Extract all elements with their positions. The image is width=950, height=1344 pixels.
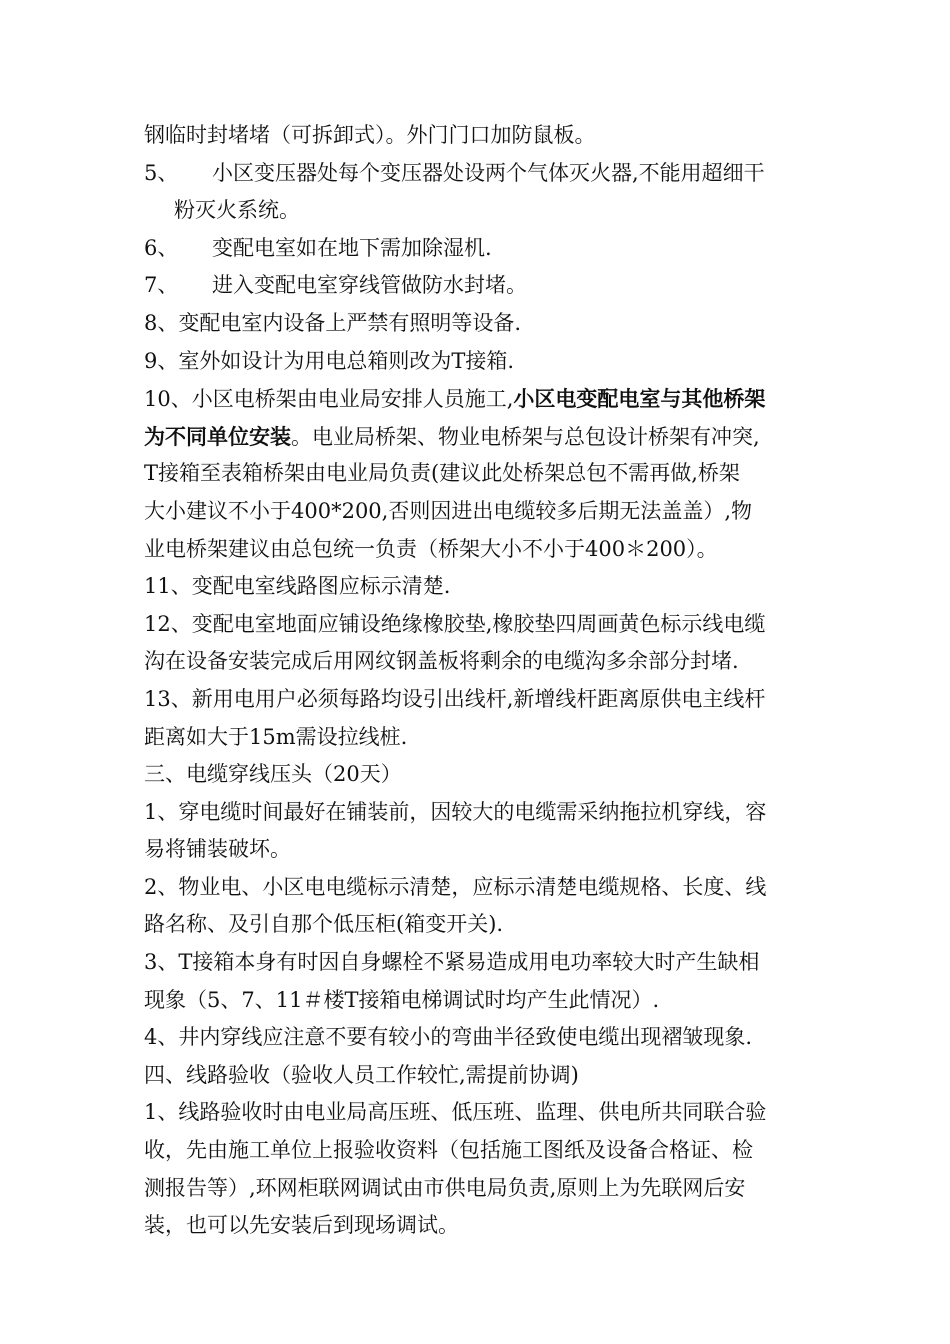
bold-text: 为不同单位安装 [144, 423, 291, 449]
list-item-10-line-3: T接箱至表箱桥架由电业局负责(建议此处桥架总包不需再做,桥架 [144, 461, 740, 486]
list-item-8: 8、变配电室内设备上严禁有照明等设备. [144, 310, 522, 335]
list-item-10 [144, 380, 824, 418]
list-item-10-line-2 [144, 418, 824, 456]
section-3-item-3-line-2: 现象（5、7、11＃楼T接箱电梯调试时均产生此情况）. [144, 987, 660, 1012]
section-3-item-1-line-2: 易将铺装破坏。 [144, 837, 291, 862]
section-4-item-1-line-3: 测报告等）,环网柜联网调试由市供电局负责,原则上为先联网后安 [144, 1175, 746, 1200]
item-number: 7、 [144, 273, 179, 298]
list-item-6 [144, 230, 824, 268]
list-item-7 [144, 267, 824, 305]
paragraph-line: 钢临时封堵堵（可拆卸式）。外门门口加防鼠板。 [144, 123, 596, 147]
item-text: 变配电室如在地下需加除湿机. [212, 235, 492, 260]
section-4-item-1-line-4: 装，也可以先安装后到现场调试。 [144, 1213, 459, 1238]
list-item-5 [144, 155, 824, 193]
list-item-12-line-2: 沟在设备安装完成后用网纹钢盖板将剩余的电缆沟多余部分封堵. [144, 649, 739, 674]
item-number: 5、 [144, 160, 179, 185]
section-4-item-1-line-2: 收，先由施工单位上报验收资料（包括施工图纸及设备合格证、检 [144, 1138, 753, 1163]
section-4-item-1: 1、线路验收时由电业局高压班、低压班、监理、供电所共同联合验 [144, 1100, 767, 1125]
item-number: 6、 [144, 235, 179, 260]
section-3-item-1: 1、穿电缆时间最好在铺装前，因较大的电缆需采纳拖拉机穿线，容 [144, 799, 767, 824]
item-text: 。电业局桥架、物业电桥架与总包设计桥架有冲突, [291, 424, 760, 449]
item-text: 进入变配电室穿线管做防水封堵。 [212, 273, 527, 298]
section-3-item-3: 3、T接箱本身有时因自身螺栓不紧易造成用电功率较大时产生缺相 [144, 950, 760, 975]
list-item-10-line-5: 业电桥架建议由总包统一负责（桥架大小不小于400＊200）。 [144, 536, 718, 561]
document-body [144, 117, 824, 1245]
list-item-13: 13、新用电用户必须每路均设引出线杆,新增线杆距离原供电主线杆 [144, 686, 766, 711]
bold-text: 小区电变配电室与其他桥架 [513, 386, 766, 412]
section-3-item-4: 4、井内穿线应注意不要有较小的弯曲半径致使电缆出现褶皱现象. [144, 1025, 753, 1050]
section-heading-4: 四、线路验收（验收人员工作较忙,需提前协调) [144, 1062, 579, 1087]
item-text: 小区变压器处每个变压器处设两个气体灭火器,不能用超细干 [212, 160, 765, 185]
list-item-12: 12、变配电室地面应铺设绝缘橡胶垫,橡胶垫四周画黄色标示线电缆 [144, 611, 766, 636]
list-item-13-line-2: 距离如大于15m需设拉线桩. [144, 724, 408, 749]
list-item-11: 11、变配电室线路图应标示清楚. [144, 574, 451, 599]
list-item-9: 9、室外如设计为用电总箱则改为T接箱. [144, 348, 515, 373]
item-text: 10、小区电桥架由电业局安排人员施工, [144, 387, 514, 412]
section-3-item-2-line-2: 路名称、及引自那个低压柜(箱变开关). [144, 912, 504, 937]
section-heading-3: 三、电缆穿线压头（20天） [144, 762, 402, 787]
section-3-item-2: 2、物业电、小区电电缆标示清楚，应标示清楚电缆规格、长度、线 [144, 874, 767, 899]
list-item-10-line-4: 大小建议不小于400*200,否则因进出电缆较多后期无法盖盖）,物 [144, 498, 753, 523]
list-item-5-continuation: 粉灭火系统。 [174, 198, 300, 223]
